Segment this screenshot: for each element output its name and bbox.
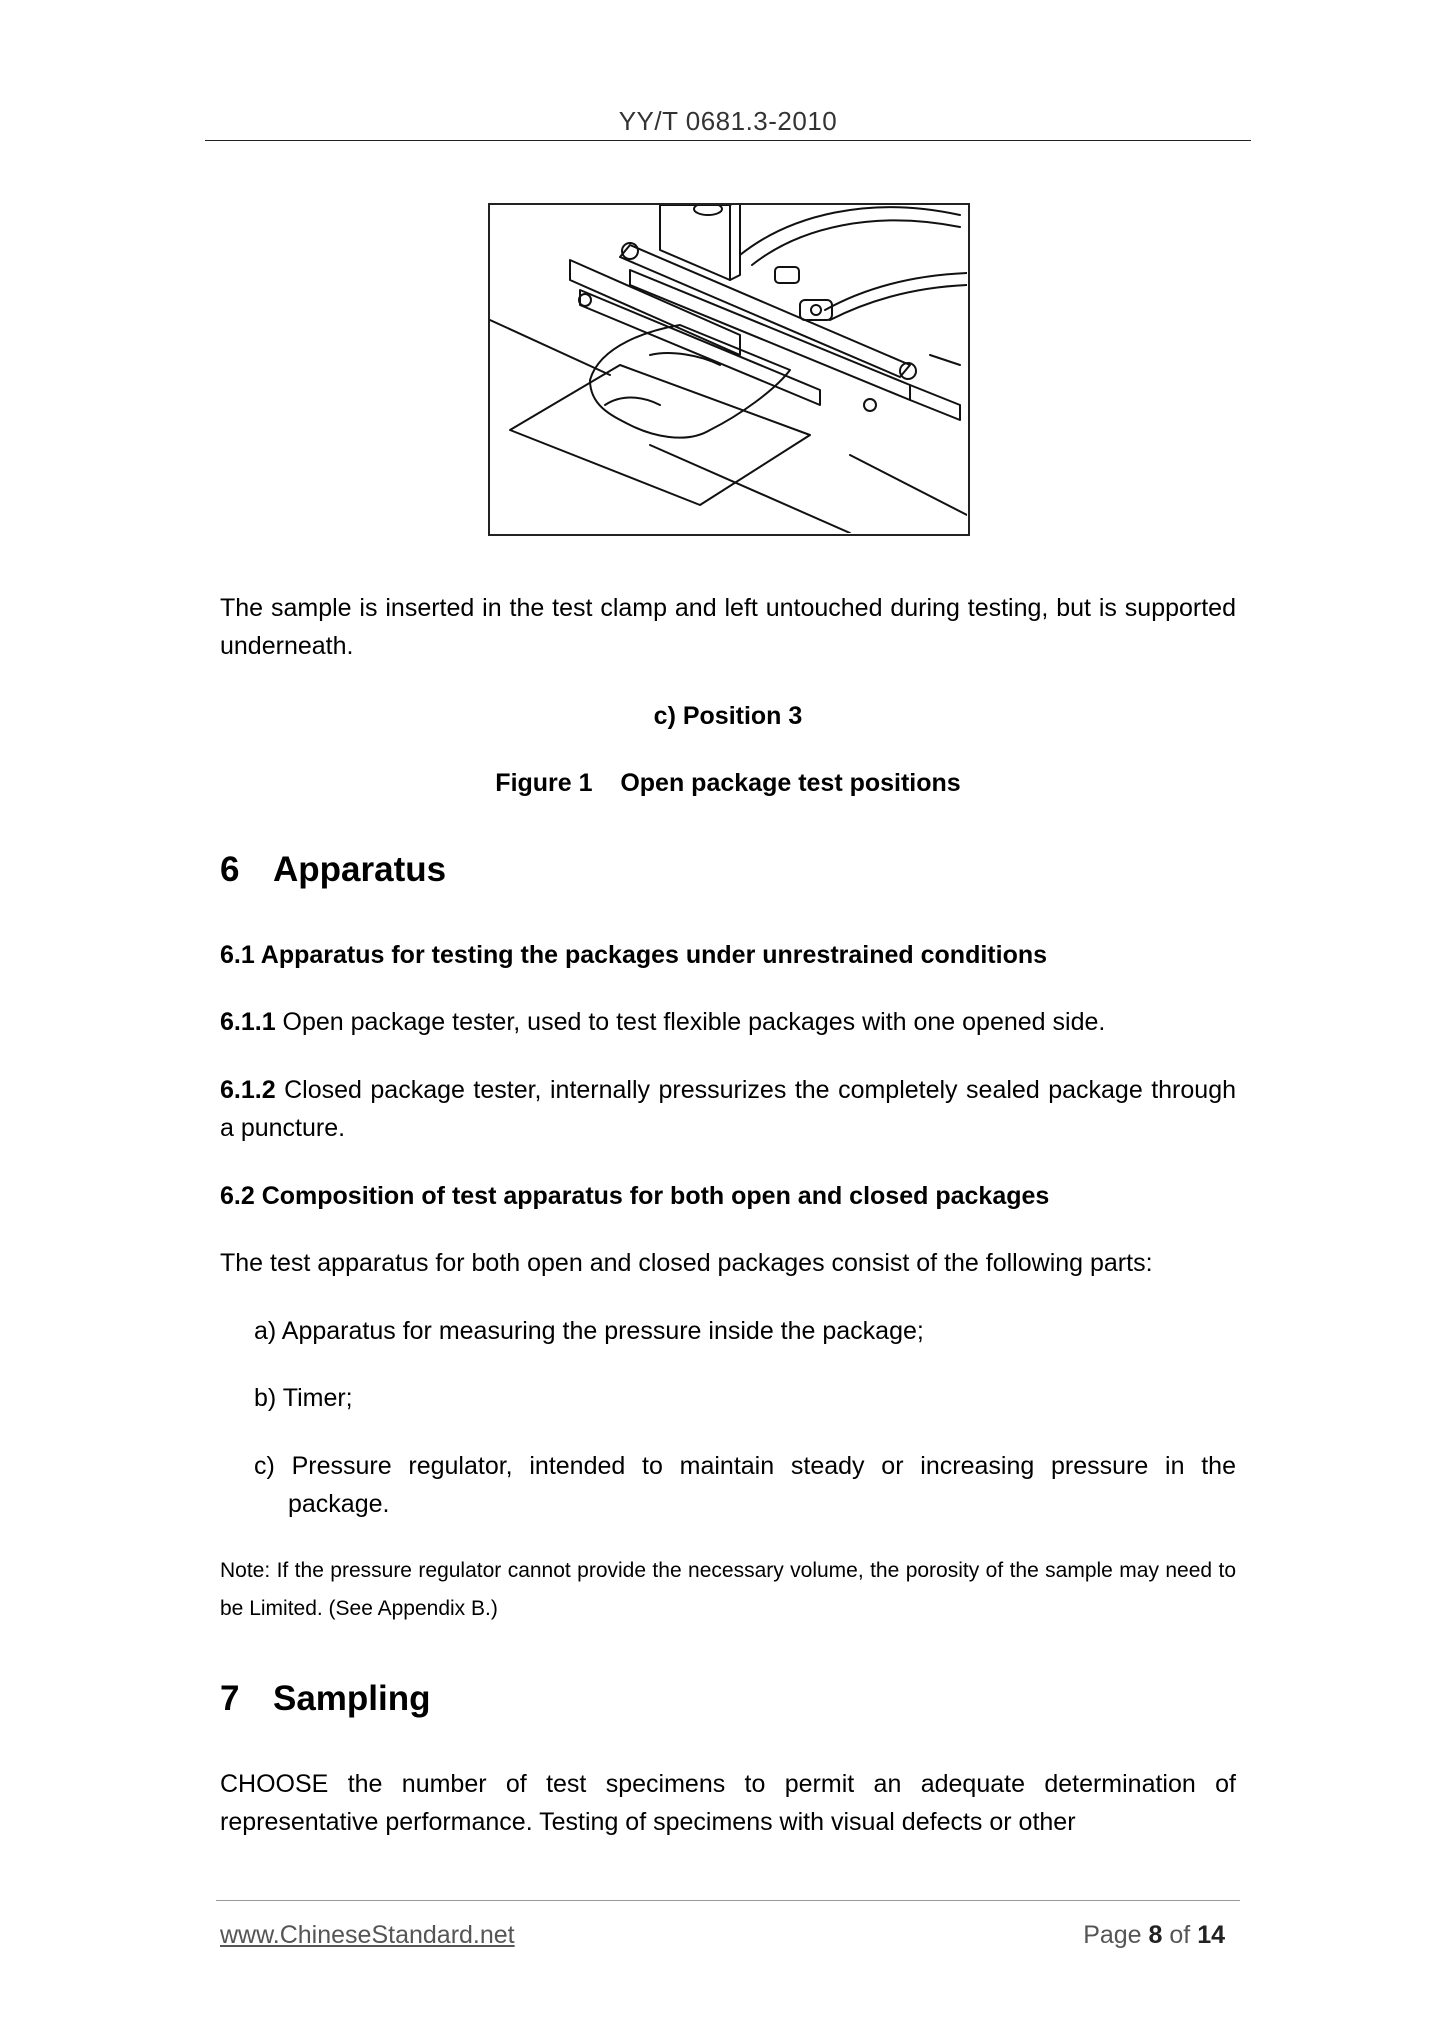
note-pressure-regulator: Note: If the pressure regulator cannot provide the necessary volume, the porosity of the sample may need to be Limited. (See Appendix B.) — [220, 1559, 1236, 1620]
clause-6-1-2-number: 6.1.2 — [220, 1076, 276, 1104]
section-7-title: Sampling — [273, 1679, 431, 1718]
pressure-hose-upper — [740, 207, 960, 255]
section-6-heading — [220, 848, 446, 892]
section-6-title: Apparatus — [273, 850, 447, 889]
website-link[interactable]: www.ChineseStandard.net — [220, 1921, 515, 1949]
section-6-2-heading: 6.2 Composition of test apparatus for both open and closed packages — [220, 1182, 1050, 1210]
list-item-c: c) Pressure regulator, intended to maintain steady or increasing pressure in the package. — [254, 1452, 1236, 1518]
sampling-paragraph: CHOOSE the number of test specimens to permit an adequate determination of representative performance. Testing of specimens with visual defects or other — [220, 1770, 1236, 1836]
section-6-1-heading: 6.1 Apparatus for testing the packages under unrestrained conditions — [220, 941, 1048, 969]
total-pages: 14 — [1197, 1921, 1225, 1949]
document-id-header: YY/T 0681.3-2010 — [618, 106, 838, 136]
page-number: Page 8 of 14 — [1083, 1921, 1225, 1949]
list-item-a: a) Apparatus for measuring the pressure inside the package; — [254, 1317, 924, 1345]
right-bracket — [910, 385, 960, 420]
table-edge-bottom — [650, 445, 850, 533]
sample-package — [590, 325, 790, 438]
tester-line-drawing — [490, 205, 967, 533]
hose-fitting-1 — [775, 267, 799, 283]
figure-caption — [220, 764, 1236, 802]
clamp-bar-top — [620, 245, 910, 377]
clamp-bar-lower — [630, 270, 910, 400]
section-6-number: 6 — [220, 850, 240, 889]
figure-open-package-tester — [488, 203, 970, 536]
clause-6-1-1-number: 6.1.1 — [220, 1008, 276, 1036]
footer-rule — [216, 1900, 1240, 1901]
hose-fitting-2 — [800, 300, 832, 320]
table-edge-left — [490, 320, 610, 375]
section-7-heading — [220, 1677, 431, 1721]
clause-6-1-2-text: Closed package tester, internally pressurizes the completely sealed package through a puncture. — [220, 1076, 1236, 1142]
figure-caption-title: Open package test positions — [620, 769, 961, 797]
clamp-column — [660, 205, 730, 280]
clause-6-1-1 — [220, 1003, 1236, 1041]
bolt-lower-right — [864, 399, 876, 411]
header-rule — [205, 140, 1251, 141]
figure-caption-label: Figure 1 — [495, 769, 593, 797]
current-page: 8 — [1148, 1921, 1163, 1949]
adjust-knob — [694, 205, 722, 215]
list-item-b: b) Timer; — [254, 1384, 353, 1412]
clause-6-1-1-text: Open package tester, used to test flexible packages with one opened side. — [275, 1008, 1106, 1036]
section-7-number: 7 — [220, 1679, 240, 1718]
figure-description: The sample is inserted in the test clamp and left untouched during testing, but is supported underneath. — [220, 594, 1236, 660]
figure-subcaption: c) Position 3 — [653, 702, 803, 730]
apparatus-intro: The test apparatus for both open and closed packages consist of the following parts: — [220, 1249, 1153, 1277]
pressure-hose-lower — [825, 273, 967, 310]
bolt-right — [900, 363, 916, 379]
clause-6-1-2 — [220, 1071, 1236, 1147]
table-edge-right — [850, 455, 967, 515]
